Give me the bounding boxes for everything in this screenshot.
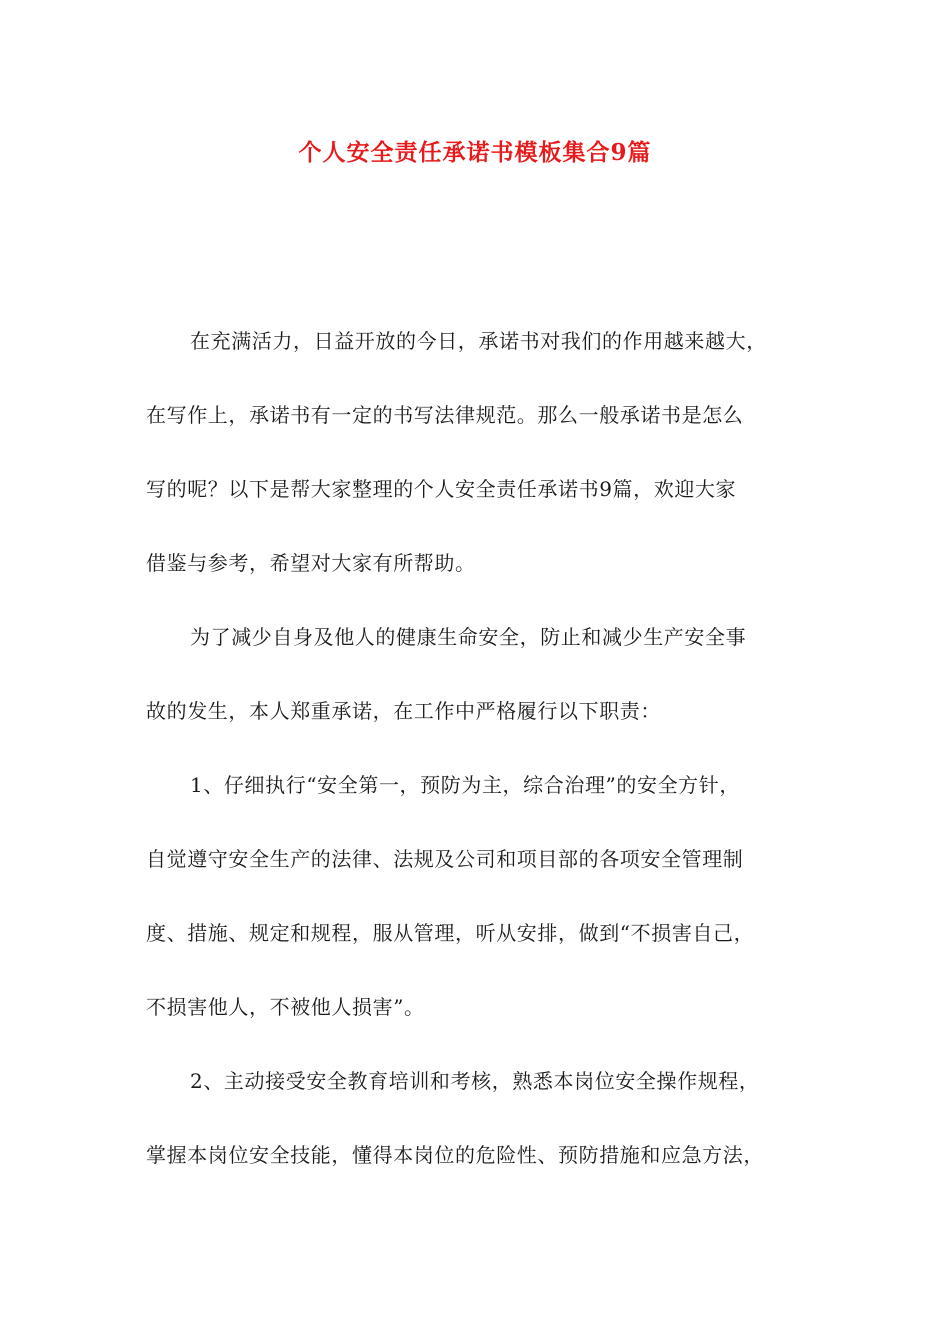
paragraph-line: 度、措施、规定和规程，服从管理，听从安排，做到“不损害自己， bbox=[146, 921, 755, 945]
paragraph-line: 自觉遵守安全生产的法律、法规及公司和项目部的各项安全管理制 bbox=[146, 847, 744, 871]
paragraph-line: 1、仔细执行“安全第一，预防为主，综合治理”的安全方针， bbox=[190, 773, 740, 797]
paragraph-line: 2、主动接受安全教育培训和考核，熟悉本岗位安全操作规程， bbox=[190, 1069, 760, 1093]
paragraph-line: 在充满活力，日益开放的今日，承诺书对我们的作用越来越大， bbox=[190, 329, 767, 353]
paragraph-line: 在写作上，承诺书有一定的书写法律规范。那么一般承诺书是怎么 bbox=[146, 403, 744, 427]
paragraph-line: 借鉴与参考，希望对大家有所帮助。 bbox=[146, 551, 476, 575]
paragraph-line: 掌握本岗位安全技能，懂得本岗位的危险性、预防措施和应急方法， bbox=[146, 1143, 764, 1167]
paragraph-line: 故的发生，本人郑重承诺，在工作中严格履行以下职责： bbox=[146, 699, 661, 723]
paragraph-line: 写的呢？以下是帮大家整理的个人安全责任承诺书9篇，欢迎大家 bbox=[146, 477, 737, 501]
paragraph-line: 不损害他人，不被他人损害”。 bbox=[146, 995, 425, 1019]
document-title: 个人安全责任承诺书模板集合9篇 bbox=[298, 139, 652, 166]
paragraph-line: 为了减少自身及他人的健康生命安全，防止和减少生产安全事 bbox=[190, 625, 747, 649]
